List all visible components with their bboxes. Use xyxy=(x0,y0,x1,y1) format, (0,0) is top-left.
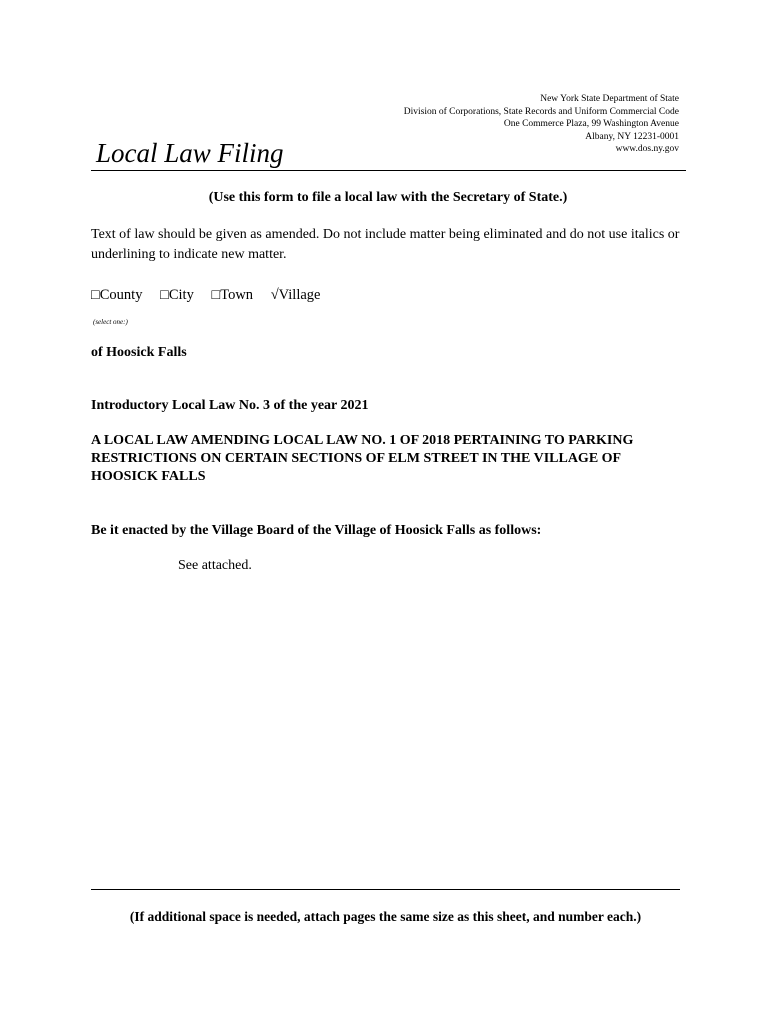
form-instruction: (Use this form to file a local law with the Secretary of State.) xyxy=(208,190,568,205)
municipality-option-town[interactable] xyxy=(211,287,253,304)
municipality-option-city[interactable] xyxy=(160,287,194,304)
additional-space-note: (If additional space is needed, attach pages the same size as this sheet, and number each.) xyxy=(129,909,642,924)
introductory-law-number: Introductory Local Law No. 3 of the year 2021 xyxy=(91,398,369,413)
municipality-option-label: City xyxy=(168,287,194,303)
select-one-hint: (select one:) xyxy=(93,318,128,326)
title-divider xyxy=(91,170,686,171)
municipality-option-label: Village xyxy=(278,287,321,303)
agency-line: One Commerce Plaza, 99 Washington Avenue xyxy=(503,119,679,129)
enacting-clause: Be it enacted by the Village Board of the Village of Hoosick Falls as follows: xyxy=(91,523,542,538)
municipality-option-county[interactable] xyxy=(91,287,142,304)
law-title: A LOCAL LAW AMENDING LOCAL LAW NO. 1 OF 2018 PERTAINING TO PARKING RESTRICTIONS ON CERTAIN SECTIONS OF ELM STREET IN THE VILLAGE OF HOOSICK FALLS xyxy=(91,433,634,484)
checkbox-empty-icon: □ xyxy=(160,287,169,303)
amendment-note: Text of law should be given as amended. Do not include matter being eliminated and do not use italics or underlining to indicate new matter. xyxy=(91,227,680,262)
agency-address-block xyxy=(404,93,679,156)
municipality-type-options xyxy=(91,287,334,304)
agency-line: New York State Department of State xyxy=(540,94,679,104)
checkbox-empty-icon: □ xyxy=(91,287,100,303)
law-body-text: See attached. xyxy=(178,558,252,573)
agency-line: Division of Corporations, State Records and Uniform Commercial Code xyxy=(403,106,679,117)
municipality-option-label: Town xyxy=(220,287,254,303)
municipality-option-label: County xyxy=(99,287,143,303)
municipality-name: of Hoosick Falls xyxy=(91,345,187,360)
form-title: Local Law Filing xyxy=(96,138,284,168)
municipality-option-village[interactable] xyxy=(271,287,321,304)
checkmark-icon: √ xyxy=(270,287,279,303)
agency-line: Albany, NY 12231-0001 xyxy=(585,131,679,142)
footer-divider xyxy=(91,889,680,890)
checkbox-empty-icon: □ xyxy=(211,287,221,303)
agency-website: www.dos.ny.gov xyxy=(615,144,679,154)
